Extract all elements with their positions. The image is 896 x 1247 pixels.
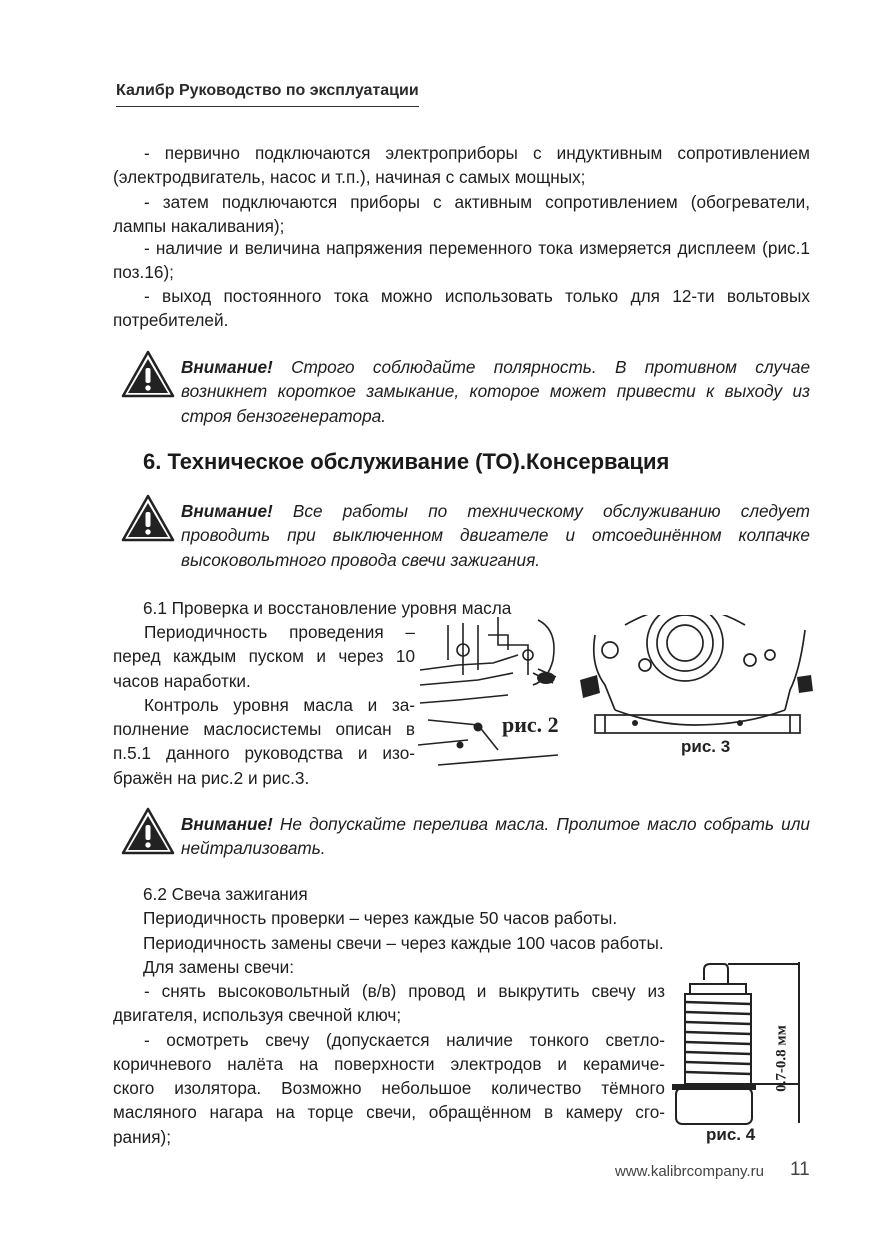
intro-item-2: - затем подключаются приборы с активным сопротивлением (обогреватели, лампы накаливания); <box>113 192 810 237</box>
warning-icon <box>121 350 175 398</box>
page-number: 11 <box>790 1159 810 1180</box>
warning-icon <box>121 807 175 855</box>
spark-gap-label-box <box>770 1002 794 1122</box>
plug-heading: 6.2 Свеча зажигания <box>143 884 308 904</box>
oil-line: п.5.1 данного руководства и изо- <box>113 743 415 764</box>
plug-line: масляного нагара на торце свечи, обращённом в камеру сго- <box>113 1102 665 1123</box>
plug-line: - осмотреть свечу (допускается наличие тонкого светло- <box>144 1029 665 1050</box>
plug-replace-intro: Для замены свечи: <box>143 957 295 977</box>
plug-steps <box>113 979 665 1149</box>
oil-line: полнение маслосистемы описан в <box>113 719 415 740</box>
warning-oil-overflow: Внимание! Не допускайте перелива масла. Пролитое масло собрать или нейтрализовать. <box>181 814 810 859</box>
plug-replace-interval: Периодичность замены свечи – через каждые 100 часов работы. <box>143 933 664 953</box>
oil-text <box>113 620 415 790</box>
warning-polarity: Внимание! Строго соблюдайте полярность. В противном случае возникнет короткое замыкание, которое может привести к выходу из строя бензогенератора. <box>181 357 810 426</box>
plug-line: рания); <box>113 1126 172 1147</box>
oil-line: бражён на рис.2 и рис.3. <box>113 767 310 788</box>
intro-item-3: - наличие и величина напряжения переменного тока измеряется дисплеем (рис.1 поз.16); <box>113 238 810 283</box>
warning-maintenance: Внимание! Все работы по техническому обслуживанию следует проводить при выключенном двигателе и отсоединённом колпачке высоковольтного провода свечи зажигания. <box>181 501 810 570</box>
plug-check-interval: Периодичность проверки – через каждые 50 часов работы. <box>143 908 618 928</box>
oil-heading: 6.1 Проверка и восстановление уровня масла <box>143 598 512 618</box>
spark-gap-label: 0.7-0.8 мм <box>773 1025 790 1092</box>
oil-line: Контроль уровня масла и за- <box>144 694 415 715</box>
running-header: Калибр Руководство по эксплуатации <box>116 82 419 107</box>
plug-line: двигателя, используя свечной ключ; <box>113 1005 402 1026</box>
figure-2-dipstick-drawing <box>418 615 568 780</box>
plug-line: ского изолятора. Возможно небольшое количество тёмного <box>113 1078 665 1099</box>
section-title: 6. Техническое обслуживание (ТО).Консервация <box>143 449 670 474</box>
warning-icon <box>121 494 175 542</box>
plug-line: коричневого налёта на поверхности электродов и керамиче- <box>113 1053 665 1074</box>
oil-line: часов наработки. <box>113 670 251 691</box>
figure-3-engine-drawing <box>575 615 815 740</box>
figure-2-caption: рис. 2 <box>502 712 559 737</box>
footer-url: www.kalibrcompany.ru <box>615 1163 764 1180</box>
figure-4-caption: рис. 4 <box>706 1125 756 1144</box>
intro-item-1: - первично подключаются электроприборы с индуктивным сопротивлением (электродвигатель, насос и т.п.), начиная с самых мощных; <box>113 143 810 188</box>
figure-3-caption: рис. 3 <box>681 737 731 756</box>
intro-item-4: - выход постоянного тока можно использовать только для 12-ти вольтовых потребителей. <box>113 286 810 331</box>
plug-line: - снять высоковольтный (в/в) провод и выкрутить свечу из <box>144 981 665 1001</box>
oil-line: перед каждым пуском и через 10 <box>113 646 415 667</box>
oil-line: Периодичность проведения – <box>144 622 415 642</box>
